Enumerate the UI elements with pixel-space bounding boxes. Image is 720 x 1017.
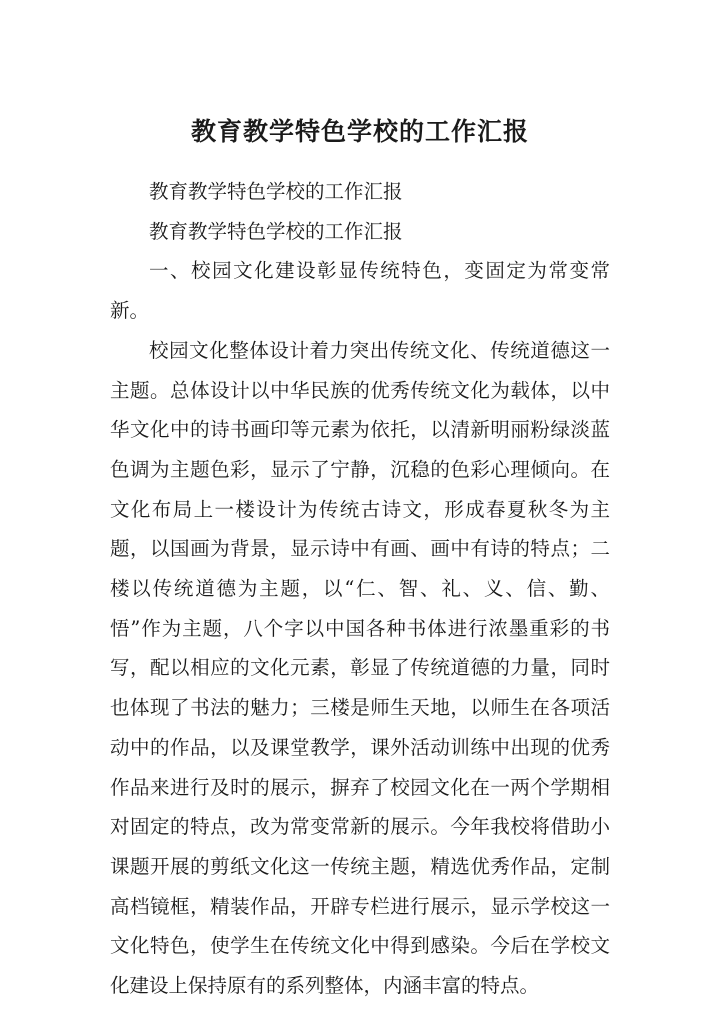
document-body (110, 172, 610, 1006)
document-title: 教育教学特色学校的工作汇报 (190, 117, 529, 146)
paragraph-subtitle-1: 教育教学特色学校的工作汇报 (149, 180, 403, 203)
paragraph-subtitle-2: 教育教学特色学校的工作汇报 (149, 219, 403, 243)
paragraph-section-heading: 一、校园文化建设彰显传统特色，变固定为常变常新。 (110, 259, 610, 323)
paragraph-body: 校园文化整体设计着力突出传统文化、传统道德这一主题。总体设计以中华民族的优秀传统文化为载体，以中华文化中的诗书画印等元素为依托，以清新明丽粉绿淡蓝色调为主题色彩，显示了宁静，沉稳的色彩心理倾向。在文化布局上一楼设计为传统古诗文，形成春夏秋冬为主题，以国画为背景，显示诗中有画、画中有诗的特点；二楼以传统道德为主题，以“仁、智、礼、义、信、勤、悟”作为主题，八个字以中国各种书体进行浓墨重彩的书写，配以相应的文化元素，彰显了传统道德的力量，同时也体现了书法的魅力；三楼是师生天地，以师生在各项活动中的作品，以及课堂教学，课外活动训练中出现的优秀作品来进行及时的展示，摒弃了校园文化在一两个学期相对固定的特点，改为常变常新的展示。今年我校将借助小课题开展的剪纸文化这一传统主题，精选优秀作品，定制高档镜框，精装作品，开辟专栏进行展示，显示学校这一文化特色，使学生在传统文化中得到感染。今后在学校文化建设上保持原有的系列整体，内涵丰富的特点。 (110, 338, 610, 998)
